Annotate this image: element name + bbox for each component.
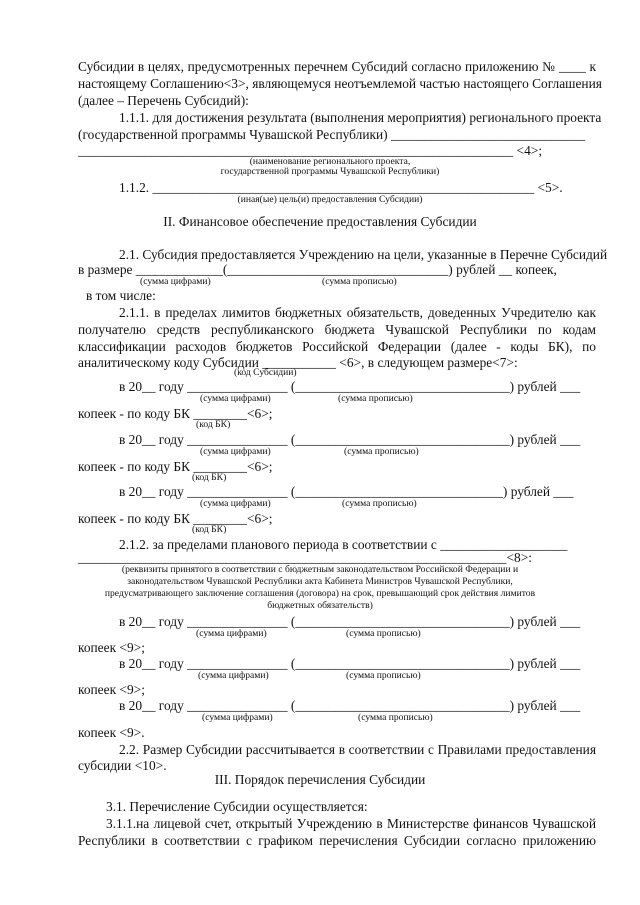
paragraph-line: ________________________________________________________________<8>: — [78, 550, 533, 565]
field-caption: (код Субсидии) — [234, 367, 297, 378]
paragraph-line: (далее – Перечень Субсидий): — [78, 93, 249, 108]
field-caption: (сумма прописью) — [338, 393, 413, 404]
year-line: в 20__ году _______________ (________________________________) рублей ___ — [119, 656, 581, 671]
paragraph-line: Республики в соответствии с графиком перечисления Субсидии согласно приложению — [78, 833, 596, 848]
bk-line: копеек - по коду БК ________<6>; — [78, 511, 273, 526]
field-caption: (сумма цифрами) — [200, 498, 271, 509]
paragraph-line: классификации расходов бюджетов Российской Федерации (далее - коды БК), по — [78, 339, 596, 354]
field-caption: (сумма прописью) — [358, 712, 433, 723]
paragraph-line: (государственной программы Чувашской Республики) _____________________________ — [78, 127, 586, 142]
field-caption: (сумма цифрами) — [202, 712, 273, 723]
field-caption: (код БК) — [192, 524, 227, 535]
clause-2-2: 2.2. Размер Субсидии рассчитывается в соответствии с Правилами предоставления — [119, 742, 596, 757]
field-caption: предусматривающего заключение соглашения (договора) на срок, превышающий срок действия лимитов — [104, 588, 536, 599]
clause-3-1-1: 3.1.1.на лицевой счет, открытый Учреждению в Министерстве финансов Чувашской — [106, 816, 596, 831]
year-line: в 20__ году _______________ (________________________________) рублей ___ — [119, 614, 581, 629]
field-caption: (сумма прописью) — [346, 670, 421, 681]
field-caption: бюджетных обязательств) — [267, 600, 373, 611]
paragraph-line: в размере _____________(_________________________________) рублей __ копеек, — [78, 262, 557, 277]
field-caption: (код БК) — [196, 419, 231, 430]
year-line: в 20__ году _______________ (_______________________________) рублей ___ — [119, 484, 574, 499]
paragraph-line: настоящему Соглашению<3>, являющемуся неотъемлемой частью настоящего Соглашения — [78, 76, 602, 91]
clause-1-1-2: 1.1.2. _________________________________________________________ <5>. — [119, 180, 563, 195]
paragraph-line: получателю средств республиканского бюджета Чувашской Республики по кодам — [78, 322, 596, 337]
field-caption: (сумма прописью) — [346, 628, 421, 639]
year-line: в 20__ году _______________ (________________________________) рублей ___ — [119, 698, 581, 713]
clause-2-1: 2.1. Субсидия предоставляется Учреждению на цели, указанные в Перечне Субсидий — [119, 247, 608, 262]
clause-3-1: 3.1. Перечисление Субсидии осуществляется: — [106, 799, 368, 814]
year-line: в 20__ году _______________ (________________________________) рублей ___ — [119, 379, 581, 394]
year-line: в 20__ году _______________ (________________________________) рублей ___ — [119, 432, 581, 447]
field-caption: (сумма прописью) — [322, 276, 397, 287]
field-caption: (сумма цифрами) — [140, 276, 211, 287]
kopeks-line: копеек <9>; — [78, 640, 145, 655]
field-caption: (код БК) — [192, 472, 227, 483]
field-caption: (сумма цифрами) — [196, 628, 267, 639]
paragraph-line: аналитическому коду Субсидии ___________ <6>, в следующем размере<7>: — [78, 355, 518, 370]
field-caption: (сумма прописью) — [344, 446, 419, 457]
kopeks-line: копеек <9>; — [78, 682, 145, 697]
field-caption: (сумма цифрами) — [200, 393, 271, 404]
section-heading-2: II. Финансовое обеспечение предоставления Субсидии — [163, 214, 477, 229]
bk-line: копеек - по коду БК ________<6>; — [78, 406, 273, 421]
paragraph-line: субсидии <10>. — [78, 758, 167, 773]
field-caption: (реквизиты принятого в соответствии с бюджетным законодательством Российской Федерации и — [121, 564, 519, 575]
bk-line: копеек - по коду БК ________<6>; — [78, 459, 273, 474]
paragraph-line: _________________________________________________________________ <4>; — [78, 143, 543, 158]
paragraph-line: в том числе: — [86, 288, 156, 303]
paragraph-line: Субсидии в целях, предусмотренных перечнем Субсидий согласно приложению № ____ к — [78, 59, 596, 74]
field-caption: (иная(ые) цель(и) предоставления Субсидии) — [237, 194, 423, 205]
kopeks-line: копеек <9>. — [78, 725, 145, 740]
field-caption: государственной программы Чувашской Республики) — [220, 166, 440, 177]
clause-2-1-1: 2.1.1. в пределах лимитов бюджетных обязательств, доведенных Учредителю как — [119, 305, 596, 320]
field-caption: (сумма прописью) — [342, 498, 417, 509]
field-caption: законодательством Чувашской Республики акта Кабинета Министров Чувашской Республики, — [127, 576, 513, 587]
clause-1-1-1: 1.1.1. для достижения результата (выполнения мероприятия) регионального проекта — [119, 110, 602, 125]
field-caption: (сумма цифрами) — [198, 670, 269, 681]
section-heading-3: III. Порядок перечисления Субсидии — [214, 772, 426, 787]
field-caption: (наименование регионального проекта, — [249, 156, 411, 167]
field-caption: (сумма цифрами) — [200, 446, 271, 457]
clause-2-1-2: 2.1.2. за пределами планового периода в соответствии с ___________________ — [119, 537, 568, 552]
